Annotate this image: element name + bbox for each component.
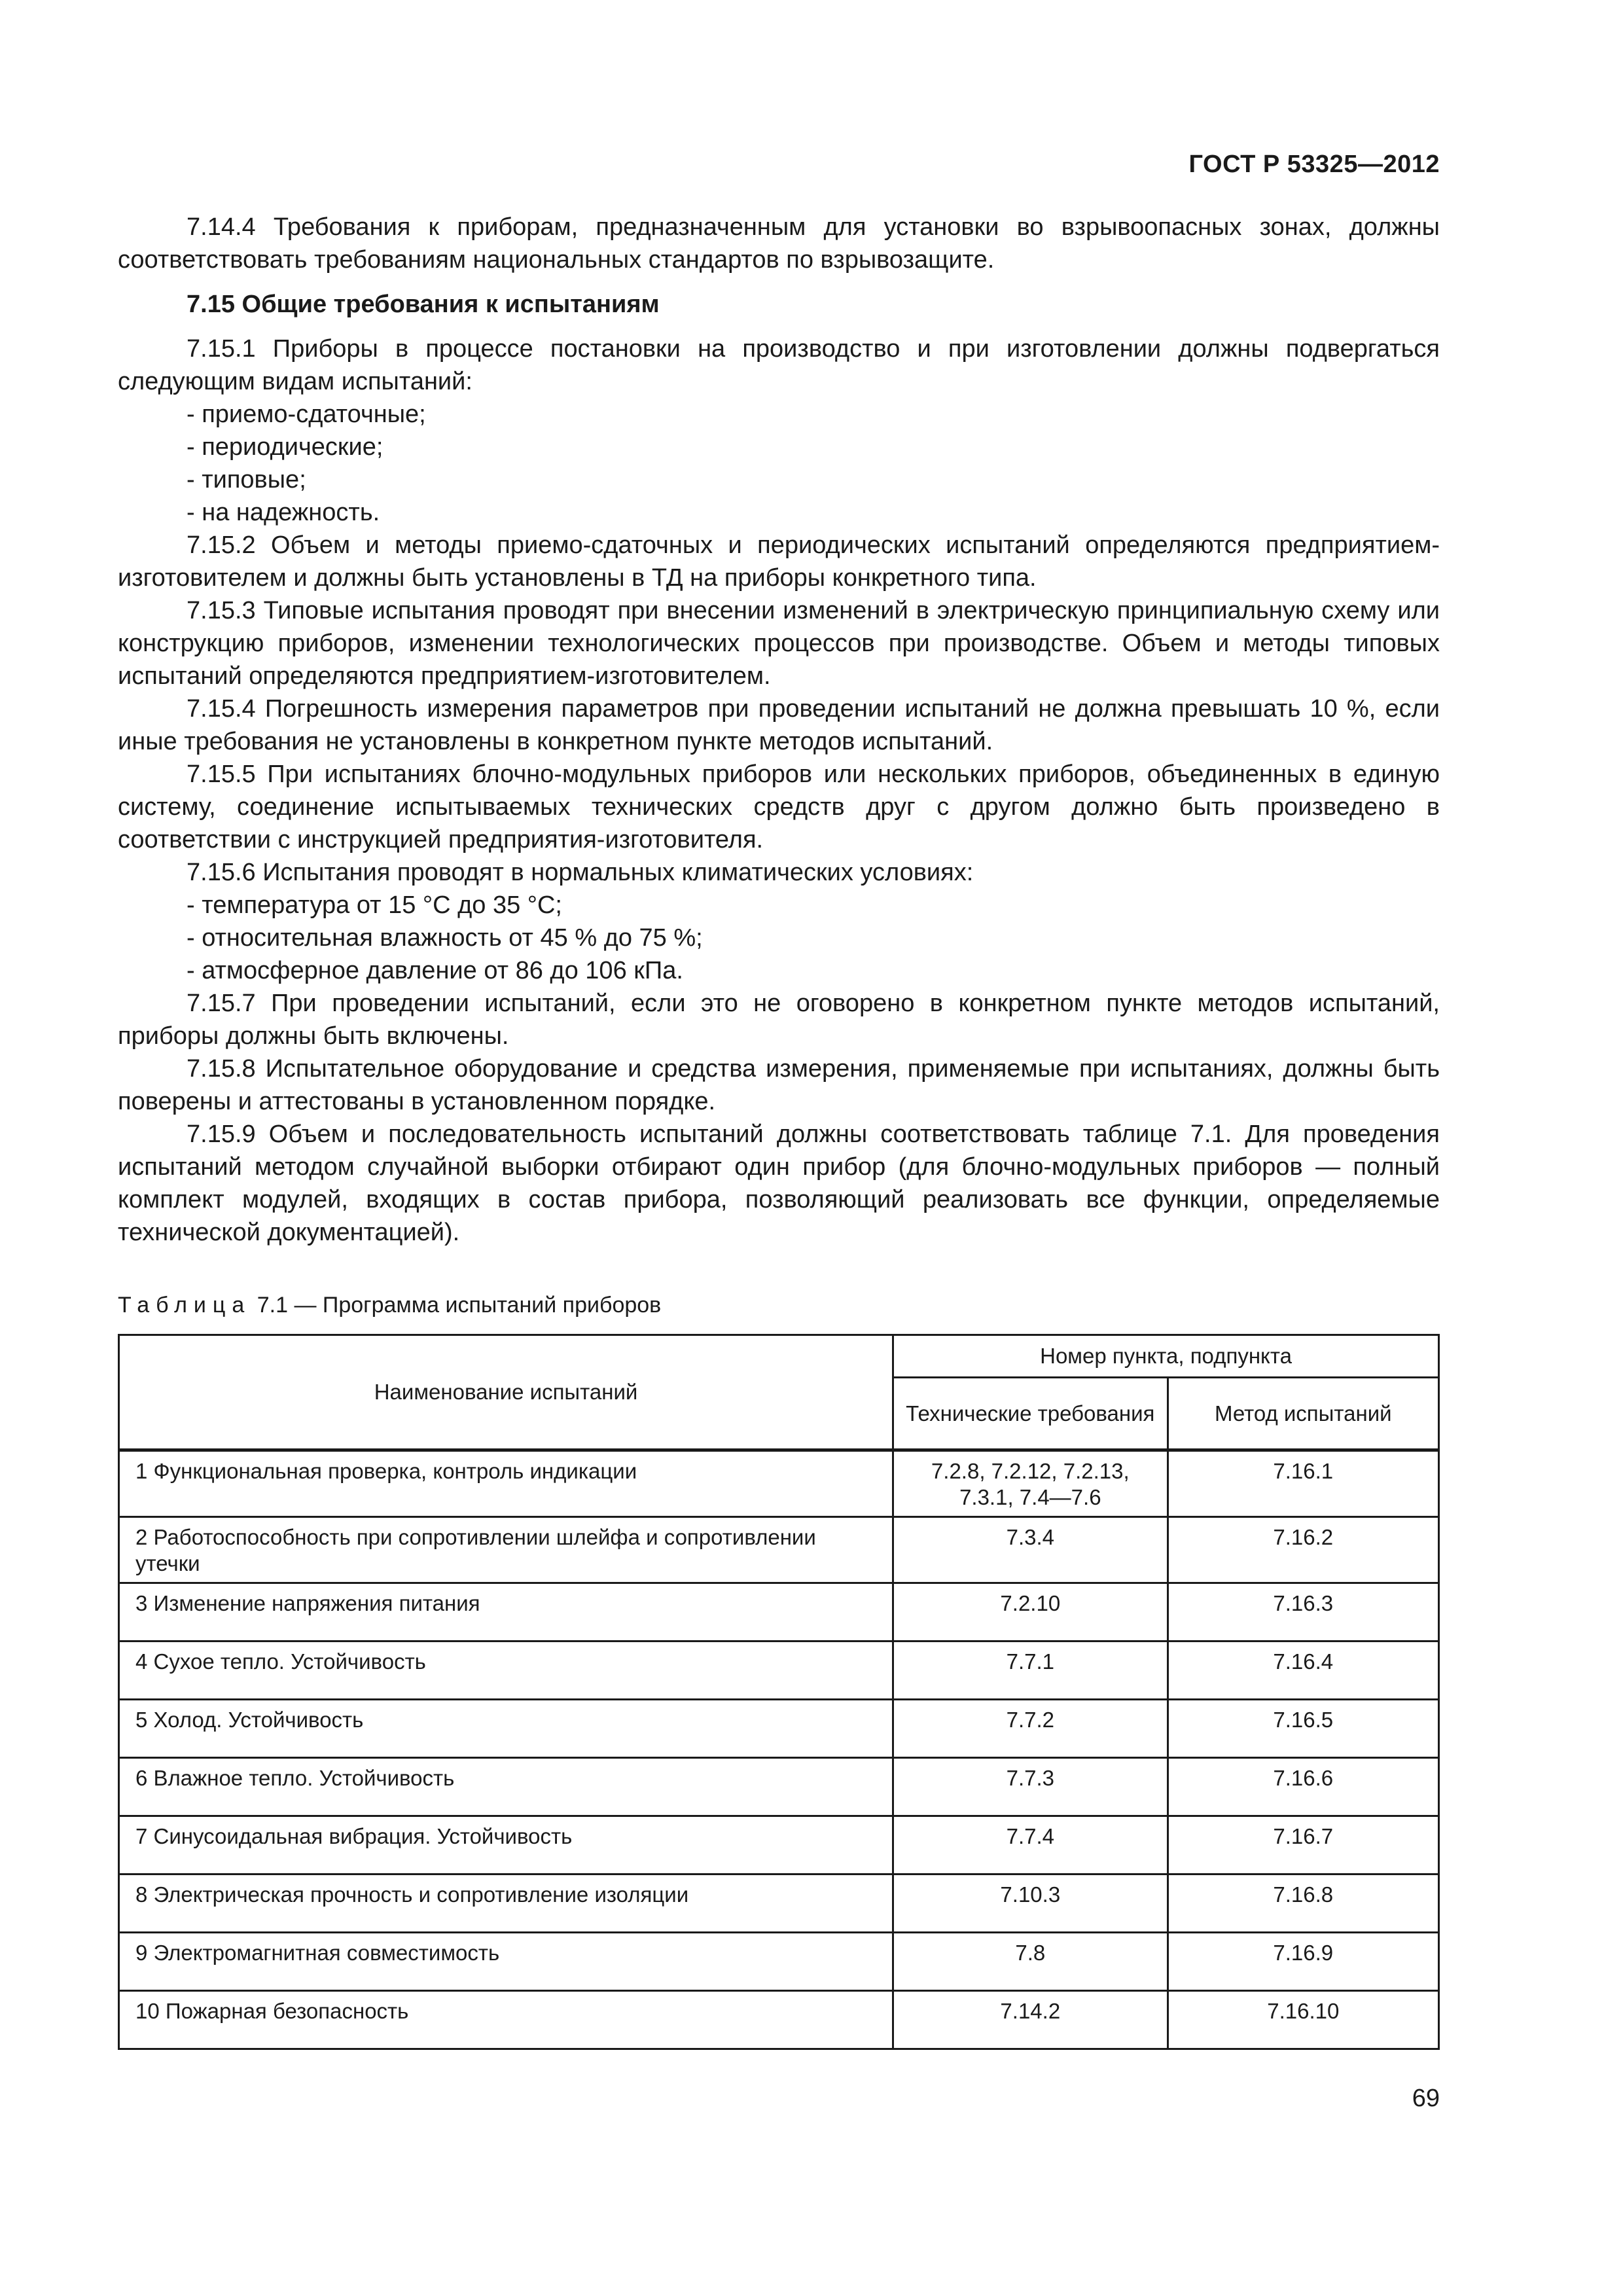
table-row [119,1874,1439,1933]
tech-req-cell: 7.7.1 [893,1641,1168,1700]
paragraph-7-15-4: 7.15.4 Погрешность измерения параметров при проведении испытаний не должна превышать 10 %, если иные требования не установлены в конкретном пункте методов испытаний. [118,695,1440,755]
tech-req-cell: 7.14.2 [893,1991,1168,2049]
table-row [119,1933,1439,1991]
list-item: - типовые; [187,466,306,493]
table-caption [118,1293,661,1318]
test-method-cell: 7.16.7 [1168,1816,1438,1874]
list-item: - приемо-сдаточные; [187,401,426,428]
table-caption-text: 7.1 — Программа испытаний приборов [257,1293,662,1318]
page-number: 69 [1412,2085,1440,2112]
tech-req-cell: 7.3.4 [893,1517,1168,1583]
column-header-group: Номер пункта, подпункта [893,1335,1439,1378]
paragraph-7-14-4: 7.14.4 Требования к приборам, предназначенным для установки во взрывоопасных зонах, должны соответствовать требованиям национальных стандартов по взрывозащите. [118,213,1440,274]
paragraph-7-15-8: 7.15.8 Испытательное оборудование и средства измерения, применяемые при испытаниях, должны быть поверены и аттестованы в установленном порядке. [118,1055,1440,1115]
table-row [119,1583,1439,1641]
test-method-cell: 7.16.5 [1168,1700,1438,1758]
test-method-cell: 7.16.1 [1168,1450,1438,1517]
paragraph-7-15-9: 7.15.9 Объем и последовательность испытаний должны соответствовать таблице 7.1. Для проведения испытаний методом случайной выборки отбирают один прибор (для блочно-модульных приборов — полный комплект модулей, входящих в состав прибора, позволяющий реализовать все функции, определяемые технической документацией). [118,1121,1440,1246]
test-program-table [118,1334,1440,2050]
test-name-cell: 7 Синусоидальная вибрация. Устойчивость [119,1816,893,1874]
list-item: - относительная влажность от 45 % до 75 %; [187,924,703,952]
table-row [119,1517,1439,1583]
tech-req-cell: 7.2.10 [893,1583,1168,1641]
paragraph-7-15-7: 7.15.7 При проведении испытаний, если это не оговорено в конкретном пункте методов испытаний, приборы должны быть включены. [118,990,1440,1050]
test-name-cell: 4 Сухое тепло. Устойчивость [119,1641,893,1700]
table-row [119,1816,1439,1874]
tech-req-cell: 7.7.3 [893,1758,1168,1816]
table-row [119,1450,1439,1517]
table-row [119,1641,1439,1700]
table-row [119,1700,1439,1758]
table-row [119,1991,1439,2049]
tech-req-cell: 7.2.8, 7.2.12, 7.2.13, 7.3.1, 7.4—7.6 [893,1450,1168,1517]
test-method-cell: 7.16.10 [1168,1991,1438,2049]
tech-req-cell: 7.7.4 [893,1816,1168,1874]
table-caption-label: Таблица [118,1293,251,1318]
list-item: - атмосферное давление от 86 до 106 кПа. [187,957,683,984]
test-method-cell: 7.16.4 [1168,1641,1438,1700]
test-method-cell: 7.16.9 [1168,1933,1438,1991]
tech-req-cell: 7.7.2 [893,1700,1168,1758]
test-method-cell: 7.16.8 [1168,1874,1438,1933]
test-method-cell: 7.16.2 [1168,1517,1438,1583]
section-heading-7-15: 7.15 Общие требования к испытаниям [187,291,660,318]
test-name-cell: 6 Влажное тепло. Устойчивость [119,1758,893,1816]
column-header-tech: Технические требования [893,1378,1168,1450]
paragraph-7-15-6: 7.15.6 Испытания проводят в нормальных климатических условиях: [187,859,974,886]
table-row [119,1758,1439,1816]
list-item: - периодические; [187,433,383,461]
test-name-cell: 3 Изменение напряжения питания [119,1583,893,1641]
paragraph-7-15-3: 7.15.3 Типовые испытания проводят при внесении изменений в электрическую принципиальную схему или конструкцию приборов, изменении технологических процессов при производстве. Объем и методы типовых испытаний определяются предприятием-изготовителем. [118,597,1440,690]
test-name-cell: 5 Холод. Устойчивость [119,1700,893,1758]
document-code: ГОСТ Р 53325—2012 [1188,151,1440,178]
column-header-name: Наименование испытаний [119,1335,893,1450]
test-method-cell: 7.16.6 [1168,1758,1438,1816]
paragraph-7-15-5: 7.15.5 При испытаниях блочно-модульных приборов или нескольких приборов, объединенных в единую систему, соединение испытываемых технических средств друг с другом должно быть произведено в соответствии с инструкцией предприятия-изготовителя. [118,761,1440,853]
test-name-cell: 1 Функциональная проверка, контроль индикации [119,1450,893,1517]
paragraph-7-15-2: 7.15.2 Объем и методы приемо-сдаточных и периодических испытаний определяются предприятием-изготовителем и должны быть установлены в ТД на приборы конкретного типа. [118,531,1440,592]
tech-req-cell: 7.8 [893,1933,1168,1991]
test-method-cell: 7.16.3 [1168,1583,1438,1641]
column-header-method: Метод испытаний [1168,1378,1438,1450]
list-item: - на надежность. [187,499,380,526]
list-item: - температура от 15 °С до 35 °С; [187,891,562,919]
document-body [118,211,1440,1249]
test-name-cell: 10 Пожарная безопасность [119,1991,893,2049]
test-name-cell: 9 Электромагнитная совместимость [119,1933,893,1991]
tech-req-cell: 7.10.3 [893,1874,1168,1933]
paragraph-7-15-1: 7.15.1 Приборы в процессе постановки на производство и при изготовлении должны подвергаться следующим видам испытаний: [118,335,1440,395]
test-name-cell: 2 Работоспособность при сопротивлении шлейфа и сопротивлении утечки [119,1517,893,1583]
test-name-cell: 8 Электрическая прочность и сопротивление изоляции [119,1874,893,1933]
